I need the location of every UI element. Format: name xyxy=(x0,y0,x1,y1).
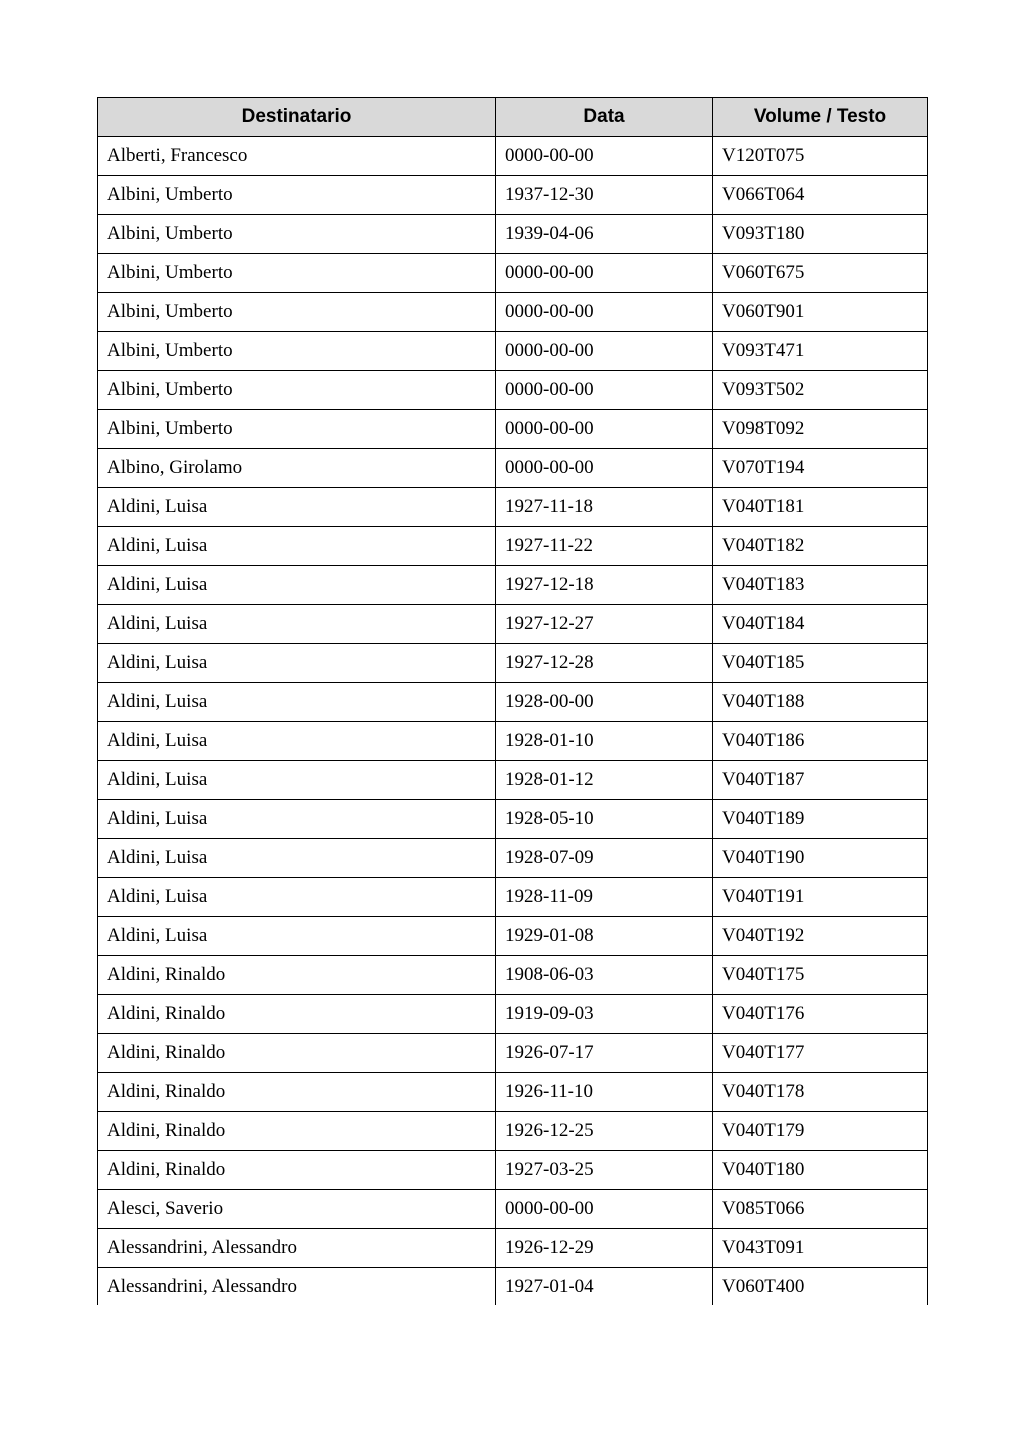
table-row xyxy=(98,566,928,605)
table-row xyxy=(98,956,928,995)
table-row xyxy=(98,293,928,332)
cell-volume-testo: V040T189 xyxy=(713,800,928,839)
cell-data: 1926-07-17 xyxy=(496,1034,713,1073)
cell-destinatario: Aldini, Luisa xyxy=(98,800,496,839)
cell-volume-testo: V040T188 xyxy=(713,683,928,722)
cell-data: 1927-01-04 xyxy=(496,1268,713,1306)
cell-volume-testo: V093T180 xyxy=(713,215,928,254)
cell-data: 0000-00-00 xyxy=(496,293,713,332)
cell-destinatario: Aldini, Luisa xyxy=(98,488,496,527)
table-row xyxy=(98,1151,928,1190)
cell-data: 1927-03-25 xyxy=(496,1151,713,1190)
cell-destinatario: Albini, Umberto xyxy=(98,293,496,332)
cell-volume-testo: V040T192 xyxy=(713,917,928,956)
cell-volume-testo: V040T176 xyxy=(713,995,928,1034)
cell-volume-testo: V085T066 xyxy=(713,1190,928,1229)
cell-volume-testo: V040T187 xyxy=(713,761,928,800)
cell-destinatario: Aldini, Luisa xyxy=(98,839,496,878)
table-row xyxy=(98,488,928,527)
cell-volume-testo: V070T194 xyxy=(713,449,928,488)
letters-table xyxy=(97,97,928,1305)
header-volume-testo: Volume / Testo xyxy=(713,98,928,137)
cell-data: 1927-12-18 xyxy=(496,566,713,605)
cell-data: 0000-00-00 xyxy=(496,254,713,293)
table-row xyxy=(98,449,928,488)
cell-data: 1928-11-09 xyxy=(496,878,713,917)
cell-volume-testo: V040T183 xyxy=(713,566,928,605)
table-row xyxy=(98,1034,928,1073)
cell-data: 1928-01-12 xyxy=(496,761,713,800)
cell-data: 1927-12-27 xyxy=(496,605,713,644)
table-row xyxy=(98,722,928,761)
cell-volume-testo: V093T502 xyxy=(713,371,928,410)
cell-destinatario: Aldini, Luisa xyxy=(98,683,496,722)
table-row xyxy=(98,332,928,371)
cell-destinatario: Aldini, Rinaldo xyxy=(98,1112,496,1151)
table-row xyxy=(98,995,928,1034)
cell-data: 1927-11-18 xyxy=(496,488,713,527)
cell-volume-testo: V040T182 xyxy=(713,527,928,566)
cell-destinatario: Aldini, Luisa xyxy=(98,722,496,761)
cell-volume-testo: V040T185 xyxy=(713,644,928,683)
table-header xyxy=(98,98,928,137)
cell-destinatario: Aldini, Rinaldo xyxy=(98,1034,496,1073)
cell-data: 0000-00-00 xyxy=(496,332,713,371)
cell-volume-testo: V043T091 xyxy=(713,1229,928,1268)
cell-destinatario: Aldini, Luisa xyxy=(98,878,496,917)
table-row xyxy=(98,254,928,293)
cell-data: 1927-11-22 xyxy=(496,527,713,566)
cell-data: 1926-12-29 xyxy=(496,1229,713,1268)
cell-destinatario: Albini, Umberto xyxy=(98,254,496,293)
table-row xyxy=(98,683,928,722)
cell-volume-testo: V040T191 xyxy=(713,878,928,917)
table-row xyxy=(98,176,928,215)
cell-data: 1927-12-28 xyxy=(496,644,713,683)
table-row xyxy=(98,1229,928,1268)
table-row xyxy=(98,137,928,176)
cell-destinatario: Aldini, Luisa xyxy=(98,917,496,956)
table-body xyxy=(98,137,928,1306)
table-row xyxy=(98,839,928,878)
table-row xyxy=(98,1190,928,1229)
cell-volume-testo: V040T190 xyxy=(713,839,928,878)
cell-volume-testo: V040T181 xyxy=(713,488,928,527)
cell-destinatario: Alberti, Francesco xyxy=(98,137,496,176)
cell-destinatario: Alessandrini, Alessandro xyxy=(98,1268,496,1306)
cell-destinatario: Aldini, Luisa xyxy=(98,566,496,605)
header-destinatario: Destinatario xyxy=(98,98,496,137)
cell-data: 0000-00-00 xyxy=(496,371,713,410)
cell-data: 1928-01-10 xyxy=(496,722,713,761)
cell-volume-testo: V060T400 xyxy=(713,1268,928,1306)
table-row xyxy=(98,605,928,644)
cell-destinatario: Albino, Girolamo xyxy=(98,449,496,488)
cell-volume-testo: V060T901 xyxy=(713,293,928,332)
cell-data: 1928-00-00 xyxy=(496,683,713,722)
cell-destinatario: Aldini, Luisa xyxy=(98,527,496,566)
cell-data: 1908-06-03 xyxy=(496,956,713,995)
cell-destinatario: Aldini, Luisa xyxy=(98,644,496,683)
table-row xyxy=(98,1268,928,1306)
cell-destinatario: Albini, Umberto xyxy=(98,215,496,254)
cell-volume-testo: V040T178 xyxy=(713,1073,928,1112)
cell-destinatario: Aldini, Rinaldo xyxy=(98,956,496,995)
cell-destinatario: Aldini, Luisa xyxy=(98,761,496,800)
cell-data: 1928-05-10 xyxy=(496,800,713,839)
cell-destinatario: Aldini, Luisa xyxy=(98,605,496,644)
table-row xyxy=(98,1073,928,1112)
cell-destinatario: Aldini, Rinaldo xyxy=(98,1073,496,1112)
header-row xyxy=(98,98,928,137)
table-row xyxy=(98,644,928,683)
cell-destinatario: Albini, Umberto xyxy=(98,410,496,449)
cell-destinatario: Alessandrini, Alessandro xyxy=(98,1229,496,1268)
cell-volume-testo: V040T179 xyxy=(713,1112,928,1151)
cell-data: 0000-00-00 xyxy=(496,449,713,488)
cell-volume-testo: V040T177 xyxy=(713,1034,928,1073)
table-row xyxy=(98,1112,928,1151)
cell-destinatario: Alesci, Saverio xyxy=(98,1190,496,1229)
cell-destinatario: Albini, Umberto xyxy=(98,332,496,371)
table-row xyxy=(98,527,928,566)
cell-volume-testo: V040T184 xyxy=(713,605,928,644)
cell-data: 1926-12-25 xyxy=(496,1112,713,1151)
cell-data: 1939-04-06 xyxy=(496,215,713,254)
cell-destinatario: Albini, Umberto xyxy=(98,176,496,215)
cell-volume-testo: V066T064 xyxy=(713,176,928,215)
cell-data: 1919-09-03 xyxy=(496,995,713,1034)
cell-volume-testo: V120T075 xyxy=(713,137,928,176)
table-row xyxy=(98,371,928,410)
cell-data: 0000-00-00 xyxy=(496,137,713,176)
table-row xyxy=(98,917,928,956)
cell-data: 1926-11-10 xyxy=(496,1073,713,1112)
table-row xyxy=(98,800,928,839)
table-row xyxy=(98,215,928,254)
cell-data: 1929-01-08 xyxy=(496,917,713,956)
header-data: Data xyxy=(496,98,713,137)
cell-volume-testo: V040T180 xyxy=(713,1151,928,1190)
cell-volume-testo: V060T675 xyxy=(713,254,928,293)
cell-data: 1937-12-30 xyxy=(496,176,713,215)
cell-data: 0000-00-00 xyxy=(496,410,713,449)
cell-data: 1928-07-09 xyxy=(496,839,713,878)
cell-volume-testo: V093T471 xyxy=(713,332,928,371)
cell-data: 0000-00-00 xyxy=(496,1190,713,1229)
table-row xyxy=(98,410,928,449)
table-row xyxy=(98,878,928,917)
cell-volume-testo: V098T092 xyxy=(713,410,928,449)
cell-destinatario: Aldini, Rinaldo xyxy=(98,995,496,1034)
table-row xyxy=(98,761,928,800)
cell-volume-testo: V040T186 xyxy=(713,722,928,761)
cell-destinatario: Aldini, Rinaldo xyxy=(98,1151,496,1190)
cell-destinatario: Albini, Umberto xyxy=(98,371,496,410)
cell-volume-testo: V040T175 xyxy=(713,956,928,995)
